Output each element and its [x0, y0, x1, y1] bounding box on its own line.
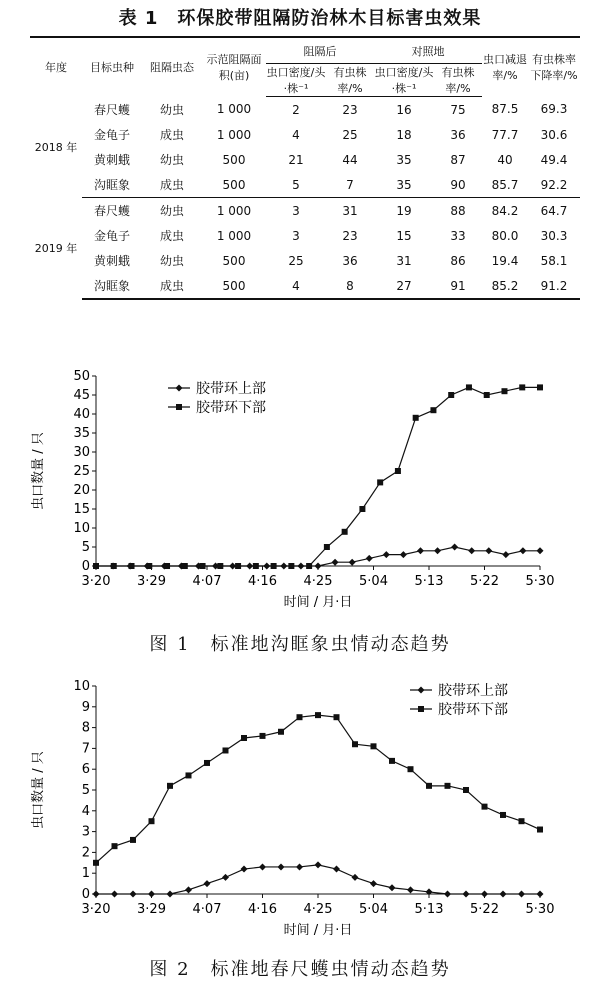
species-cell: 沟眶象: [82, 172, 142, 198]
after-infest-cell: 23: [342, 228, 358, 243]
data-point: [185, 886, 192, 893]
y-tick-label: 10: [73, 521, 90, 536]
y-tick-label: 7: [81, 741, 90, 757]
y-tick-label: 20: [73, 483, 90, 498]
data-point: [389, 884, 396, 891]
header-year: 年度: [30, 37, 82, 97]
after-density-cell: 3: [292, 203, 300, 218]
header-stage: 阻隔虫态: [142, 37, 202, 97]
header-control-group: 对照地: [374, 37, 482, 64]
table-row: [30, 223, 580, 248]
data-point: [315, 563, 322, 570]
stage-cell: 成虫: [159, 128, 184, 142]
after-density-cell: 25: [288, 253, 304, 268]
control-density-cell: 18: [396, 127, 412, 142]
control-density-cell: 31: [396, 253, 412, 268]
series-lower: [93, 384, 543, 569]
data-point: [167, 783, 173, 789]
x-tick-label: 3·29: [137, 574, 166, 589]
data-point: [217, 563, 223, 569]
data-point: [130, 837, 136, 843]
data-point: [377, 479, 383, 485]
control-infest-cell: 88: [450, 203, 466, 218]
data-point: [315, 861, 322, 868]
data-point: [466, 384, 472, 390]
x-tick-label: 4·07: [192, 902, 222, 917]
y-axis-label: 虫口数量 / 只: [31, 432, 46, 510]
figure-1-caption: 图 1 标准地沟眶象虫情动态趋势: [149, 634, 451, 655]
data-point: [332, 559, 339, 566]
data-point: [481, 891, 488, 898]
legend-entry: [168, 380, 266, 397]
reduction-cell: 87.5: [491, 102, 519, 117]
data-point: [297, 714, 303, 720]
data-point: [537, 547, 544, 554]
x-axis-label: 时间 / 月·日: [283, 923, 353, 938]
data-point: [200, 563, 206, 569]
area-cell: 500: [202, 172, 266, 198]
series-line: [96, 715, 540, 863]
after-infest-cell: 7: [326, 172, 374, 198]
table-row: [30, 273, 580, 299]
x-tick-label: 4·25: [303, 902, 333, 917]
x-tick-label: 5·13: [414, 902, 444, 917]
y-tick-label: 45: [73, 388, 90, 403]
y-tick-label: 4: [81, 803, 90, 819]
y-tick-label: 40: [73, 407, 90, 422]
data-point: [235, 563, 241, 569]
control-infest-cell: 36: [450, 127, 466, 142]
y-tick-label: 3: [81, 824, 90, 840]
table-row: [30, 172, 580, 198]
after-infest-cell: 8: [326, 273, 374, 299]
data-point: [129, 563, 135, 569]
x-axis-label: 时间 / 月·日: [283, 595, 353, 610]
y-tick-label: 8: [81, 720, 90, 736]
data-point: [389, 758, 395, 764]
data-point: [259, 863, 266, 870]
x-tick-label: 4·16: [248, 902, 277, 917]
chart-2: [0, 672, 600, 950]
x-tick-label: 5·30: [525, 574, 555, 589]
data-point: [148, 891, 155, 898]
control-density-cell: 35: [374, 172, 434, 198]
decline-cell: 91.2: [528, 273, 580, 299]
header-species: 目标虫种: [82, 37, 142, 97]
control-infest-cell: 75: [450, 102, 466, 117]
data-point: [502, 551, 509, 558]
stage-cell: 幼虫: [159, 153, 184, 167]
data-point: [93, 860, 99, 866]
x-tick-label: 4·25: [303, 574, 333, 589]
legend-entry: [410, 701, 508, 718]
data-point: [445, 783, 451, 789]
data-point: [112, 843, 118, 849]
data-point: [204, 880, 211, 887]
x-tick-label: 5·04: [359, 902, 388, 917]
data-point: [324, 544, 330, 550]
data-point: [371, 743, 377, 749]
data-point: [334, 714, 340, 720]
data-point: [395, 468, 401, 474]
data-point: [463, 787, 469, 793]
y-tick-label: 0: [81, 887, 90, 902]
control-infest-cell: 33: [450, 228, 466, 243]
year-cell: 2018 年: [34, 141, 78, 154]
data-point: [349, 559, 356, 566]
data-point: [241, 735, 247, 741]
y-axis-label: 虫口数量 / 只: [31, 751, 46, 829]
chart-1-svg: [0, 360, 600, 630]
y-tick-label: 30: [73, 445, 90, 460]
series-line: [96, 387, 540, 566]
control-density-cell: 15: [396, 228, 412, 243]
figure-2-caption: 图 2 标准地春尺蠖虫情动态趋势: [149, 959, 451, 980]
after-density-cell: 4: [292, 127, 300, 142]
x-tick-label: 3·29: [137, 902, 166, 917]
data-point: [167, 891, 174, 898]
data-point: [278, 729, 284, 735]
data-point: [111, 563, 117, 569]
after-infest-cell: 25: [342, 127, 358, 142]
table-group-2019: [30, 198, 580, 300]
legend-marker: [176, 404, 182, 410]
reduction-cell: 19.4: [491, 253, 519, 268]
data-point: [417, 547, 424, 554]
data-point: [164, 563, 170, 569]
reduction-cell: 85.7: [482, 172, 528, 198]
data-point: [315, 712, 321, 718]
y-tick-label: 10: [73, 679, 90, 694]
data-point: [288, 563, 294, 569]
data-point: [352, 874, 359, 881]
stage-cell: 成虫: [142, 273, 202, 299]
legend-marker: [176, 385, 183, 392]
data-point: [430, 407, 436, 413]
y-tick-label: 50: [73, 369, 90, 384]
reduction-cell: 85.2: [482, 273, 528, 299]
reduction-cell: 40: [497, 152, 513, 167]
data-point: [407, 886, 414, 893]
data-point: [93, 891, 100, 898]
data-point: [342, 529, 348, 535]
after-density-cell: 5: [266, 172, 326, 198]
area-cell: 1 000: [216, 203, 252, 218]
header-control-density: 虫口密度/头·株⁻¹: [374, 64, 434, 97]
y-tick-label: 5: [81, 783, 90, 798]
decline-cell: 64.7: [540, 203, 568, 218]
data-point: [519, 384, 525, 390]
y-tick-label: 25: [73, 464, 90, 479]
y-tick-label: 1: [81, 866, 90, 882]
data-point: [426, 783, 432, 789]
series-lower: [93, 712, 543, 866]
legend-label: 胶带环上部: [196, 381, 266, 397]
data-point: [146, 563, 152, 569]
table-row: [30, 97, 580, 123]
data-point: [518, 891, 525, 898]
data-point: [186, 772, 192, 778]
after-infest-cell: 44: [342, 152, 358, 167]
data-point: [485, 547, 492, 554]
x-tick-label: 3·20: [81, 902, 111, 917]
header-after-density: 虫口密度/头·株⁻¹: [266, 64, 326, 97]
data-point: [500, 891, 507, 898]
x-tick-label: 5·22: [470, 902, 499, 917]
data-point: [537, 827, 543, 833]
data-point: [278, 863, 285, 870]
x-tick-label: 3·20: [81, 574, 111, 589]
table-title: 表 1 环保胶带阻隔防治林木目标害虫效果: [118, 8, 482, 29]
data-point: [501, 388, 507, 394]
stage-cell: 幼虫: [159, 254, 184, 268]
after-density-cell: 2: [292, 102, 300, 117]
table-row: [30, 147, 580, 172]
data-point: [111, 891, 118, 898]
after-density-cell: 3: [292, 228, 300, 243]
area-cell: 500: [222, 152, 246, 167]
area-cell: 1 000: [216, 127, 252, 142]
control-density-cell: 35: [396, 152, 412, 167]
series-line: [96, 865, 540, 894]
species-cell: 金龟子: [93, 229, 130, 243]
x-tick-label: 5·22: [470, 574, 499, 589]
data-point: [519, 547, 526, 554]
data-point: [500, 812, 506, 818]
header-after-group: 阻隔后: [266, 37, 374, 64]
species-cell: 黄刺蛾: [93, 153, 130, 167]
legend-label: 胶带环下部: [438, 702, 508, 718]
decline-cell: 69.3: [540, 102, 568, 117]
table-row: [30, 248, 580, 273]
data-point: [222, 874, 229, 881]
control-infest-cell: 86: [450, 253, 466, 268]
data-point: [204, 760, 210, 766]
data-point: [260, 733, 266, 739]
control-density-cell: 19: [396, 203, 412, 218]
stage-cell: 成虫: [159, 229, 184, 243]
results-table: [30, 36, 580, 300]
after-infest-cell: 31: [342, 203, 358, 218]
data-point: [366, 555, 373, 562]
data-point: [413, 415, 419, 421]
decline-cell: 30.3: [540, 228, 568, 243]
header-reduction: 虫口减退率/%: [482, 37, 528, 97]
area-cell: 1 000: [216, 228, 252, 243]
area-cell: 500: [202, 273, 266, 299]
reduction-cell: 84.2: [491, 203, 519, 218]
data-point: [271, 563, 277, 569]
species-cell: 黄刺蛾: [93, 254, 130, 268]
legend-marker: [418, 706, 424, 712]
series-upper: [93, 861, 544, 897]
data-point: [408, 766, 414, 772]
header-infest-decline: 有虫株率下降率/%: [528, 37, 580, 97]
decline-cell: 30.6: [540, 127, 568, 142]
data-point: [537, 891, 544, 898]
reduction-cell: 80.0: [491, 228, 519, 243]
data-point: [451, 544, 458, 551]
decline-cell: 49.4: [540, 152, 568, 167]
data-point: [93, 563, 99, 569]
legend-entry: [410, 682, 508, 699]
species-cell: 沟眶象: [82, 273, 142, 299]
data-point: [241, 866, 248, 873]
x-tick-label: 4·16: [248, 574, 277, 589]
decline-cell: 58.1: [540, 253, 568, 268]
data-point: [352, 741, 358, 747]
legend-marker: [418, 687, 425, 694]
table-row: [30, 198, 580, 224]
y-tick-label: 15: [73, 502, 90, 517]
control-infest-cell: 90: [434, 172, 482, 198]
y-tick-label: 9: [81, 699, 90, 715]
reduction-cell: 77.7: [491, 127, 519, 142]
data-point: [482, 804, 488, 810]
data-point: [333, 866, 340, 873]
data-point: [182, 563, 188, 569]
y-tick-label: 35: [73, 426, 90, 441]
stage-cell: 幼虫: [159, 204, 184, 218]
x-tick-label: 4·07: [192, 574, 222, 589]
species-cell: 金龟子: [93, 128, 130, 142]
data-point: [448, 392, 454, 398]
y-tick-label: 2: [81, 845, 90, 861]
table-group-2018: [30, 97, 580, 198]
data-point: [306, 563, 312, 569]
data-point: [400, 551, 407, 558]
after-infest-cell: 36: [342, 253, 358, 268]
stage-cell: 幼虫: [159, 102, 184, 117]
data-point: [130, 891, 137, 898]
chart-2-svg: [0, 672, 600, 950]
stage-cell: 成虫: [142, 172, 202, 198]
data-point: [370, 880, 377, 887]
y-tick-label: 0: [81, 559, 90, 574]
x-tick-label: 5·13: [414, 574, 444, 589]
area-cell: 1 000: [216, 102, 252, 117]
legend-label: 胶带环上部: [438, 683, 508, 699]
control-density-cell: 16: [396, 102, 412, 117]
legend-entry: [168, 399, 266, 416]
after-density-cell: 4: [266, 273, 326, 299]
data-point: [463, 891, 470, 898]
control-infest-cell: 87: [450, 152, 466, 167]
data-point: [468, 547, 475, 554]
species-cell: 春尺蠖: [93, 204, 130, 218]
data-point: [537, 384, 543, 390]
chart-1: [0, 360, 600, 630]
y-tick-label: 6: [81, 762, 90, 778]
control-infest-cell: 91: [434, 273, 482, 299]
data-point: [434, 547, 441, 554]
data-point: [484, 392, 490, 398]
year-cell: 2019 年: [34, 242, 78, 256]
decline-cell: 92.2: [528, 172, 580, 198]
data-point: [223, 747, 229, 753]
data-point: [444, 891, 451, 898]
data-point: [296, 863, 303, 870]
data-point: [149, 818, 155, 824]
header-area: 示范阻隔面积(亩): [202, 37, 266, 97]
table-row: [30, 122, 580, 147]
area-cell: 500: [222, 253, 246, 268]
species-cell: 春尺蠖: [93, 102, 130, 117]
control-density-cell: 27: [374, 273, 434, 299]
header-control-infest: 有虫株率/%: [434, 64, 482, 97]
data-point: [359, 506, 365, 512]
header-after-infest: 有虫株率/%: [326, 64, 374, 97]
data-point: [383, 551, 390, 558]
after-density-cell: 21: [288, 152, 304, 167]
x-tick-label: 5·04: [359, 574, 388, 589]
x-tick-label: 5·30: [525, 902, 555, 917]
data-point: [519, 818, 525, 824]
data-point: [253, 563, 259, 569]
y-tick-label: 5: [81, 540, 90, 555]
after-infest-cell: 23: [342, 102, 358, 117]
legend-label: 胶带环下部: [196, 400, 266, 416]
